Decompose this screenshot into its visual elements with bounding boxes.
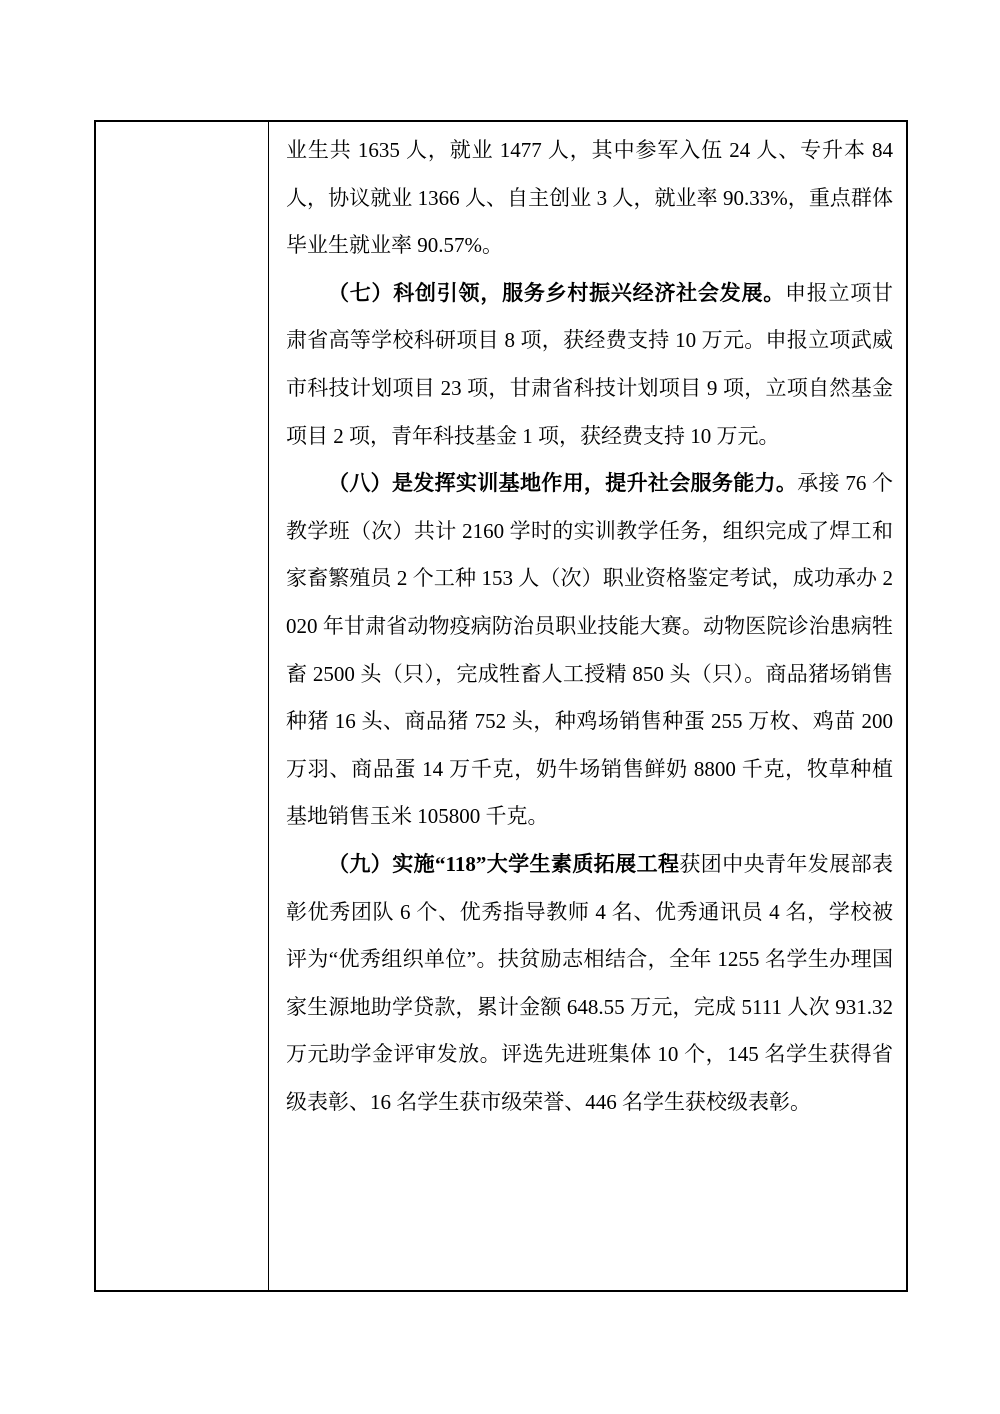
section-9-heading: （九）实施“118”大学生素质拓展工程 xyxy=(328,851,680,876)
section-8-heading: （八）是发挥实训基地作用，提升社会服务能力。 xyxy=(328,471,798,496)
paragraph-section-8 xyxy=(286,460,893,841)
text-segment: 业生共 1635 人，就业 1477 人，其中参军入伍 24 人、专升本 84 人，协议就业 1366 人、自主创业 3 人，就业率 90.33%，重点群体毕业生就业率 90.57%。 xyxy=(286,138,893,258)
text-segment: 承接 76 个教学班（次）共计 2160 学时的实训教学任务，组织完成了焊工和家畜繁殖员 2 个工种 153 人（次）职业资格鉴定考试，成功承办 2020 年甘肃省动物疫病防治员职业技能大赛。动物医院诊治患病牲畜 2500 头（只），完成牲畜人工授精 850 头（只）。商品猪场销售种猪 16 头、商品猪 752 头，种鸡场销售种蛋 255 万枚、鸡苗 200 万羽、商品蛋 14 万千克，奶牛场销售鲜奶 8800 千克，牧草种植基地销售玉米 105800 千克。 xyxy=(286,471,894,829)
text-segment: 获团中央青年发展部表彰优秀团队 6 个、优秀指导教师 4 名、优秀通讯员 4 名，学校被评为“优秀组织单位”。扶贫励志相结合，全年 1255 名学生办理国家生源地助学贷款，累计金额 648.55 万元，完成 5111 人次 931.32 万元助学金评审发放。评选先进班集体 10 个，145 名学生获得省级表彰、16 名学生获市级荣誉、446 名学生获校级表彰。 xyxy=(286,851,894,1114)
paragraph-section-9 xyxy=(286,841,893,1127)
paragraph-employment-stats xyxy=(286,127,893,270)
text-segment: 申报立项甘肃省高等学校科研项目 8 项，获经费支持 10 万元。申报立项武威市科技计划项目 23 项，甘肃省科技计划项目 9 项，立项自然基金项目 2 项，青年科技基金 1 项，获经费支持 10 万元。 xyxy=(286,280,894,448)
content-table xyxy=(94,120,908,1292)
table-label-cell-empty xyxy=(96,122,269,1290)
table-content-cell xyxy=(269,122,906,1290)
paragraph-section-7 xyxy=(286,270,893,460)
section-7-heading: （七）科创引领，服务乡村振兴经济社会发展。 xyxy=(328,280,785,305)
